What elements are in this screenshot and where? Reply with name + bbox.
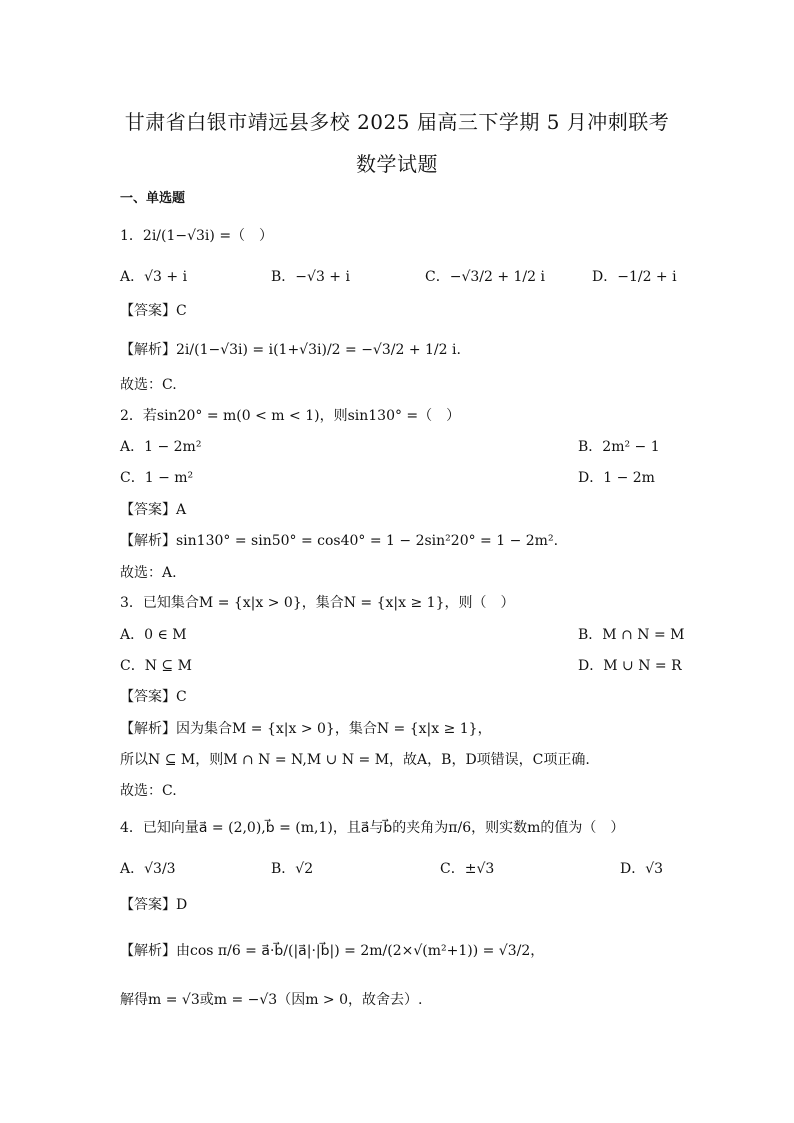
question-3-analysis: 【解析】因为集合M = {x|x > 0}，集合N = {x|x ≥ 1}， [120, 721, 492, 737]
question-1-option-c: C．−√3/2 + 1/2 i [425, 269, 545, 285]
question-3-analysis-continued: 所以N ⊆ M，则M ∩ N = N,M ∪ N = M，故A，B，D项错误，C项正确. [120, 752, 590, 768]
question-2-option-a: A．1 − 2m² [120, 439, 202, 455]
section-heading: 一、单选题 [120, 191, 186, 206]
question-4-option-b: B．√2 [271, 861, 314, 877]
question-4-answer: 【答案】D [120, 897, 188, 913]
question-2-conclusion: 故选：A. [120, 565, 177, 581]
question-1-analysis: 【解析】2i/(1−√3i) = i(1+√3i)/2 = −√3/2 + 1/2 i. [120, 342, 461, 358]
question-2-option-c: C．1 − m² [120, 470, 194, 486]
question-1-option-a: A．√3 + i [120, 269, 188, 285]
question-4-option-c: C．±√3 [440, 861, 495, 877]
question-3-answer: 【答案】C [120, 689, 187, 705]
question-2-answer: 【答案】A [120, 502, 187, 518]
question-1-conclusion: 故选：C. [120, 377, 177, 393]
question-1-option-d: D．−1/2 + i [592, 269, 677, 285]
question-2-option-b: B．2m² − 1 [578, 439, 660, 455]
document-subtitle: 数学试题 [356, 152, 438, 176]
question-4-stem: 4．已知向量a⃗ = (2,0),b⃗ = (m,1)，且a⃗与b⃗的夹角为π/6，则实数m的值为（ ） [120, 820, 625, 836]
question-4-option-d: D．√3 [620, 861, 664, 877]
question-3-option-c: C．N ⊆ M [120, 658, 192, 674]
question-1-option-b: B．−√3 + i [271, 269, 350, 285]
question-1-answer: 【答案】C [120, 303, 187, 319]
question-2-option-d: D．1 − 2m [578, 470, 655, 486]
question-3-option-b: B．M ∩ N = M [578, 627, 685, 643]
question-4-analysis: 【解析】由cos π/6 = a⃗·b⃗/(|a⃗|·|b⃗|) = 2m/(2×√(m²+1)) = √3/2， [120, 943, 545, 959]
question-2-stem: 2．若sin20° = m(0 < m < 1)，则sin130° =（ ） [120, 408, 461, 424]
question-3-stem: 3．已知集合M = {x|x > 0}，集合N = {x|x ≥ 1}，则（ ） [120, 595, 515, 611]
question-2-analysis: 【解析】sin130° = sin50° = cos40° = 1 − 2sin²20° = 1 − 2m². [120, 533, 559, 549]
question-4-option-a: A．√3/3 [120, 861, 176, 877]
question-3-conclusion: 故选：C. [120, 783, 177, 799]
question-3-option-d: D．M ∪ N = R [578, 658, 682, 674]
document-title: 甘肃省白银市靖远县多校 2025 届高三下学期 5 月冲刺联考 [124, 110, 670, 134]
question-4-analysis-continued: 解得m = √3或m = −√3（因m > 0，故舍去）. [120, 992, 423, 1008]
question-3-option-a: A．0 ∈ M [120, 627, 187, 643]
question-1-stem: 1．2i/(1−√3i) =（ ） [120, 228, 274, 244]
